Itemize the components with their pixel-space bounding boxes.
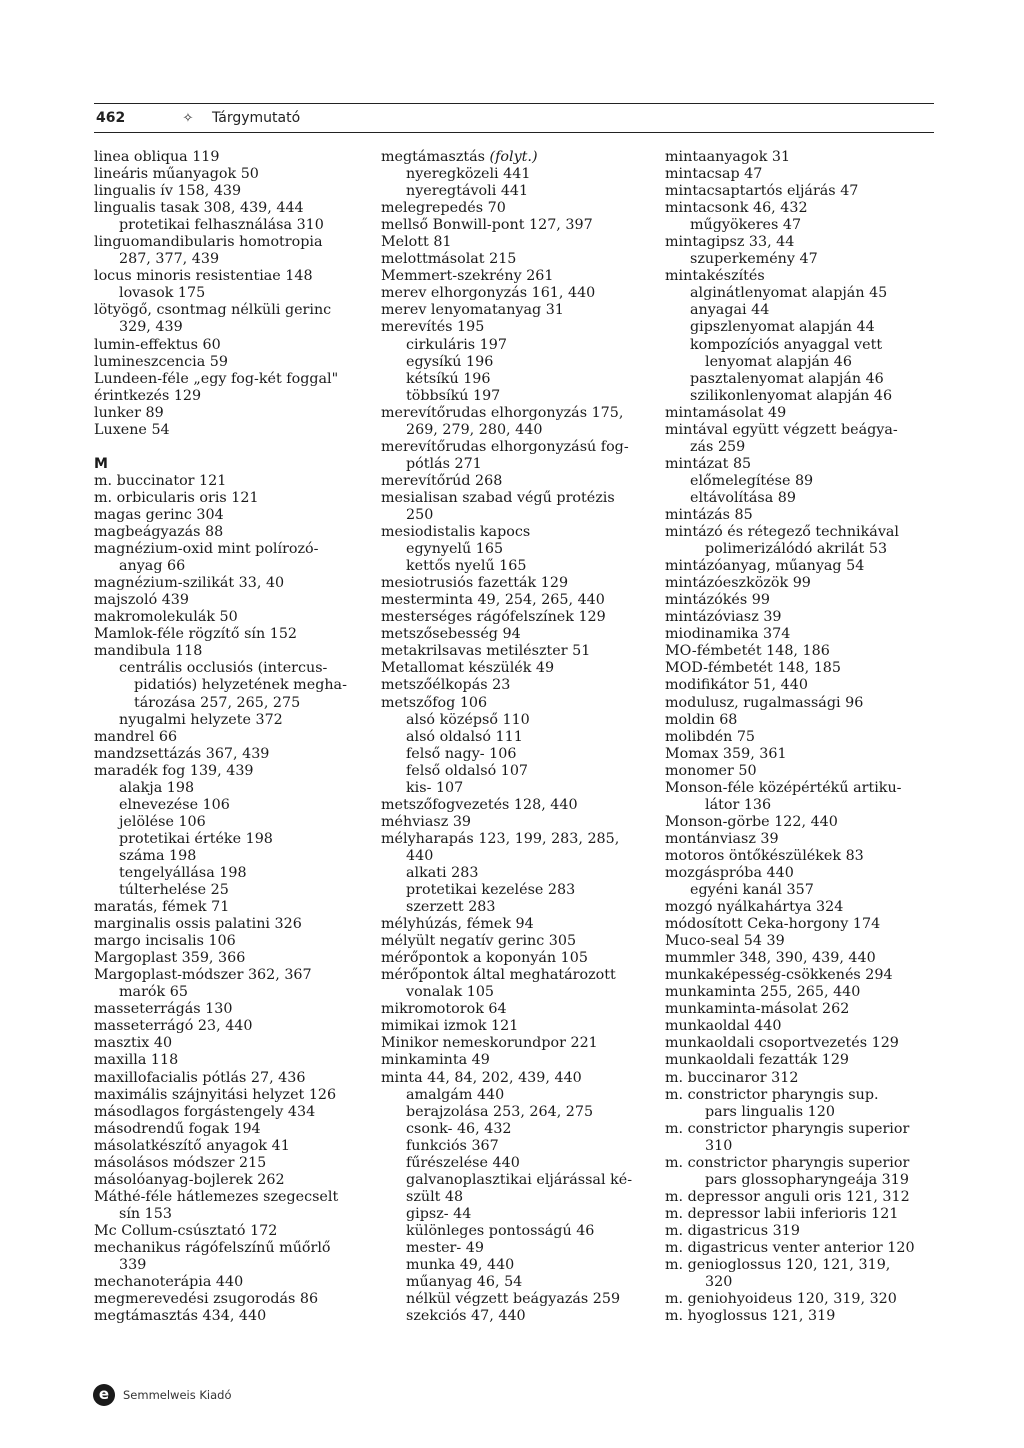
index-entry: Luxene 54 xyxy=(94,421,170,438)
index-subentry: alakja 198 xyxy=(119,779,195,796)
index-entry: mintagipsz 33, 44 xyxy=(665,234,795,251)
index-entry: linguomandibularis homotropia xyxy=(94,234,323,251)
index-subentry: tengelyállása 198 xyxy=(119,864,247,881)
footer xyxy=(93,1384,232,1406)
index-entry: lunker 89 xyxy=(94,404,164,421)
index-entry: makromolekulák 50 xyxy=(94,609,238,626)
index-entry: másolóanyag-bojlerek 262 xyxy=(94,1171,285,1188)
index-entry: másolásos módszer 215 xyxy=(94,1154,267,1171)
index-subentry: lovasok 175 xyxy=(119,285,206,302)
index-subentry: szekciós 47, 440 xyxy=(406,1308,526,1325)
index-subentry: csonk- 46, 432 xyxy=(406,1120,512,1137)
index-entry: magas gerinc 304 xyxy=(94,506,224,523)
index-entry: m. constrictor pharyngis sup. xyxy=(665,1086,879,1103)
index-entry: masztix 40 xyxy=(94,1035,173,1052)
index-entry: magnézium-oxid mint polírozó- xyxy=(94,541,319,558)
index-entry: mozgáspróba 440 xyxy=(665,864,794,881)
index-subentry: kettős nyelű 165 xyxy=(406,558,527,575)
index-subentry: protetikai kezelése 283 xyxy=(406,882,576,899)
index-entry: m. hyoglossus 121, 319 xyxy=(665,1308,836,1325)
index-subentry: túlterhelése 25 xyxy=(119,882,229,899)
index-entry: merev elhorgonyzás 161, 440 xyxy=(381,285,596,302)
index-entry: maradék fog 139, 439 xyxy=(94,762,254,779)
index-entry: mintázó és rétegező technikával xyxy=(665,524,899,541)
index-subentry: lenyomat alapján 46 xyxy=(705,353,852,370)
index-entry: érintkezés 129 xyxy=(94,387,202,404)
index-subentry: többsíkú 197 xyxy=(406,387,501,404)
index-subentry: jelölése 106 xyxy=(119,813,206,830)
index-entry: modulusz, rugalmassági 96 xyxy=(665,694,864,711)
index-entry: merevítőrudas elhorgonyzás 175, xyxy=(381,404,624,421)
index-subentry: pasztalenyomat alapján 46 xyxy=(690,370,884,387)
index-entry: m. geniohyoideus 120, 319, 320 xyxy=(665,1291,897,1308)
index-entry: m. genioglossus 120, 121, 319, xyxy=(665,1257,891,1274)
index-entry: m. buccinaror 312 xyxy=(665,1069,799,1086)
index-column-1 xyxy=(94,149,366,1325)
index-entry: masseterrágás 130 xyxy=(94,1001,233,1018)
index-entry: mintacsonk 46, 432 xyxy=(665,200,808,217)
index-subentry: nyugalmi helyzete 372 xyxy=(119,711,283,728)
index-subentry: polimerizálódó akrilát 53 xyxy=(705,541,888,558)
index-entry: módosított Ceka-horgony 174 xyxy=(665,916,881,933)
index-entry: mozgó nyálkahártya 324 xyxy=(665,899,844,916)
index-subentry: 250 xyxy=(406,506,434,523)
index-entry: mimikai izmok 121 xyxy=(381,1018,519,1035)
index-entry: másolatkészítő anyagok 41 xyxy=(94,1137,290,1154)
index-entry: metszősebesség 94 xyxy=(381,626,521,643)
index-entry: mintázóanyag, műanyag 54 xyxy=(665,558,865,575)
index-entry: mintakészítés xyxy=(665,268,765,285)
section-title: Tárgymutató xyxy=(212,110,301,126)
index-entry: mérőpontok a koponyán 105 xyxy=(381,950,588,967)
index-entry: mesiotrusiós fazetták 129 xyxy=(381,575,569,592)
index-entry: merevítés 195 xyxy=(381,319,485,336)
running-header xyxy=(96,108,300,128)
index-entry: mélyhúzás, fémek 94 xyxy=(381,916,534,933)
index-subentry: gipsz- 44 xyxy=(406,1205,472,1222)
index-entry: Melott 81 xyxy=(381,234,452,251)
index-entry: maratás, fémek 71 xyxy=(94,899,230,916)
index-subentry: nélkül végzett beágyazás 259 xyxy=(406,1291,621,1308)
index-entry: molibdén 75 xyxy=(665,728,756,745)
index-entry: Margoplast-módszer 362, 367 xyxy=(94,967,312,984)
index-entry: Memmert-szekrény 261 xyxy=(381,268,554,285)
publisher-name: Semmelweis Kiadó xyxy=(123,1388,232,1402)
index-subentry: 320 xyxy=(705,1274,733,1291)
index-entry: m. digastricus 319 xyxy=(665,1222,800,1239)
index-entry: magbeágyazás 88 xyxy=(94,524,224,541)
index-subentry: 329, 439 xyxy=(119,319,183,336)
index-entry: miodinamika 374 xyxy=(665,626,791,643)
index-entry: lötyögő, csontmag nélküli gerinc xyxy=(94,302,332,319)
index-entry: MOD-fémbetét 148, 185 xyxy=(665,660,842,677)
index-subentry: munka 49, 440 xyxy=(406,1257,515,1274)
index-subentry: elnevezése 106 xyxy=(119,796,230,813)
index-subentry: felső nagy- 106 xyxy=(406,745,517,762)
index-entry: Muco-seal 54 39 xyxy=(665,933,785,950)
header-rule-top xyxy=(94,103,934,104)
index-subentry: műanyag 46, 54 xyxy=(406,1274,523,1291)
index-entry: m. depressor anguli oris 121, 312 xyxy=(665,1188,910,1205)
index-subentry: funkciós 367 xyxy=(406,1137,499,1154)
index-entry: m. constrictor pharyngis superior xyxy=(665,1120,910,1137)
index-entry: montánviasz 39 xyxy=(665,830,779,847)
index-subentry: kompozíciós anyaggal vett xyxy=(690,336,883,353)
index-subentry: pótlás 271 xyxy=(406,455,482,472)
index-subentry: 310 xyxy=(705,1137,733,1154)
index-entry: Monson-féle középértékű artiku- xyxy=(665,779,902,796)
index-entry: mandrel 66 xyxy=(94,728,178,745)
index-subentry: szilikonlenyomat alapján 46 xyxy=(690,387,893,404)
index-entry: mérőpontok által meghatározott xyxy=(381,967,616,984)
index-subentry: tározása 257, 265, 275 xyxy=(134,694,301,711)
index-entry: munkaoldali csoportvezetés 129 xyxy=(665,1035,899,1052)
index-entry: maximális szájnyitási helyzet 126 xyxy=(94,1086,337,1103)
index-subentry: különleges pontosságú 46 xyxy=(406,1222,595,1239)
index-entry: marginalis ossis palatini 326 xyxy=(94,916,302,933)
index-entry: lumineszcencia 59 xyxy=(94,353,228,370)
index-subentry: kis- 107 xyxy=(406,779,464,796)
index-entry: mélyült negatív gerinc 305 xyxy=(381,933,577,950)
index-subentry: galvanoplasztikai eljárással ké- xyxy=(406,1171,633,1188)
page-number: 462 xyxy=(96,110,126,126)
index-subentry: protetikai felhasználása 310 xyxy=(119,217,324,234)
index-subentry: alsó oldalsó 111 xyxy=(406,728,523,745)
index-entry: mintázóviasz 39 xyxy=(665,609,782,626)
index-entry: Mamlok-féle rögzítő sín 152 xyxy=(94,626,298,643)
index-entry: linea obliqua 119 xyxy=(94,149,220,165)
header-rule-bottom xyxy=(94,132,934,133)
section-letter: M xyxy=(94,455,108,472)
index-entry: minta 44, 84, 202, 439, 440 xyxy=(381,1069,582,1086)
index-entry: mechanoterápia 440 xyxy=(94,1274,244,1291)
index-subentry: 339 xyxy=(119,1257,147,1274)
index-entry: munkaminta 255, 265, 440 xyxy=(665,984,861,1001)
index-subentry: egyéni kanál 357 xyxy=(690,882,814,899)
index-subentry: száma 198 xyxy=(119,847,197,864)
index-entry: mintázat 85 xyxy=(665,455,752,472)
index-subentry: felső oldalsó 107 xyxy=(406,762,529,779)
index-entry: metakrilsavas metilészter 51 xyxy=(381,643,591,660)
index-entry: Monson-görbe 122, 440 xyxy=(665,813,838,830)
index-entry: motoros öntőkészülékek 83 xyxy=(665,847,864,864)
index-subentry: alkati 283 xyxy=(406,864,479,881)
index-entry: mesiodistalis kapocs xyxy=(381,524,531,541)
diamond-ornament-icon: ✧ xyxy=(182,110,194,126)
index-entry: modifikátor 51, 440 xyxy=(665,677,808,694)
index-entry: Margoplast 359, 366 xyxy=(94,950,246,967)
index-entry: lingualis ív 158, 439 xyxy=(94,183,242,200)
index-subentry: egysíkú 196 xyxy=(406,353,494,370)
index-entry: megmerevedési zsugorodás 86 xyxy=(94,1291,319,1308)
index-entry: mintamásolat 49 xyxy=(665,404,787,421)
index-entry: mintázás 85 xyxy=(665,506,753,523)
index-subentry: mester- 49 xyxy=(406,1240,484,1256)
index-entry: merev lenyomatanyag 31 xyxy=(381,302,564,319)
index-entry: mesterséges rágófelszínek 129 xyxy=(381,609,606,626)
index-entry: megtámasztás 434, 440 xyxy=(94,1308,267,1325)
index-entry: másodrendű fogak 194 xyxy=(94,1120,261,1137)
index-subentry: eltávolítása 89 xyxy=(690,489,796,506)
index-entry: merevítőrudas elhorgonyzású fog- xyxy=(381,438,629,455)
index-subentry: kétsíkú 196 xyxy=(406,370,491,387)
index-column-2 xyxy=(381,149,653,1325)
index-subentry: nyeregközeli 441 xyxy=(406,166,531,183)
logo-letter: e xyxy=(98,1385,110,1403)
index-entry: Metallomat készülék 49 xyxy=(381,660,555,677)
index-entry: moldin 68 xyxy=(665,711,738,728)
index-subentry: műgyökeres 47 xyxy=(690,217,802,234)
index-entry: mesterminta 49, 254, 265, 440 xyxy=(381,592,605,609)
index-subentry: szerzett 283 xyxy=(406,899,496,916)
index-entry: majszoló 439 xyxy=(94,592,190,609)
index-entry: mintacsap 47 xyxy=(665,166,763,183)
index-entry: munkaoldal 440 xyxy=(665,1018,782,1035)
index-subentry: amalgám 440 xyxy=(406,1086,505,1103)
index-entry: mellső Bonwill-pont 127, 397 xyxy=(381,217,593,234)
index-entry: metszőélkopás 23 xyxy=(381,677,511,694)
index-entry: Máthé-féle hátlemezes szegecselt xyxy=(94,1188,339,1205)
index-subentry: 287, 377, 439 xyxy=(119,251,220,268)
index-entry: lingualis tasak 308, 439, 444 xyxy=(94,200,304,217)
index-subentry: anyag 66 xyxy=(119,558,186,575)
index-entry: mummler 348, 390, 439, 440 xyxy=(665,950,876,967)
index-subentry: látor 136 xyxy=(705,796,772,813)
index-entry: mintázóeszközök 99 xyxy=(665,575,811,592)
index-entry: mechanikus rágófelszínű műőrlő xyxy=(94,1240,331,1256)
index-entry: méhviasz 39 xyxy=(381,813,472,830)
index-entry: margo incisalis 106 xyxy=(94,933,236,950)
index-entry: m. constrictor pharyngis superior xyxy=(665,1154,910,1171)
index-entry: minkaminta 49 xyxy=(381,1052,490,1069)
index-subentry: zás 259 xyxy=(690,438,746,455)
index-subentry: berajzolása 253, 264, 275 xyxy=(406,1103,594,1120)
index-entry: mélyharapás 123, 199, 283, 285, xyxy=(381,830,620,847)
index-entry: mesialisan szabad végű protézis xyxy=(381,489,615,506)
index-subentry: pars glossopharyngeája 319 xyxy=(705,1171,909,1188)
index-subentry: előmelegítése 89 xyxy=(690,472,814,489)
index-entry: mikromotorok 64 xyxy=(381,1001,507,1018)
index-entry: munkaminta-másolat 262 xyxy=(665,1001,850,1018)
index-entry: mintacsaptartós eljárás 47 xyxy=(665,183,859,200)
index-entry: mintaanyagok 31 xyxy=(665,149,791,165)
index-column-3 xyxy=(665,149,937,1325)
index-entry: m. depressor labii inferioris 121 xyxy=(665,1205,899,1222)
index-entry: monomer 50 xyxy=(665,762,757,779)
index-entry: mintával együtt végzett beágya- xyxy=(665,421,898,438)
index-subentry: gipszlenyomat alapján 44 xyxy=(690,319,875,336)
index-entry: metszőfog 106 xyxy=(381,694,488,711)
index-entry: mandzsettázás 367, 439 xyxy=(94,745,270,762)
index-subentry: fűrészelése 440 xyxy=(406,1154,520,1171)
index-subentry: nyeregtávoli 441 xyxy=(406,183,529,200)
index-entry: metszőfogvezetés 128, 440 xyxy=(381,796,578,813)
index-subentry: 440 xyxy=(406,847,434,864)
index-entry: lineáris műanyagok 50 xyxy=(94,166,259,183)
index-entry: m. orbicularis oris 121 xyxy=(94,489,259,506)
index-entry: melegrepedés 70 xyxy=(381,200,506,217)
index-subentry: centrális occlusiós (intercus- xyxy=(119,660,328,677)
index-entry: másodlagos forgástengely 434 xyxy=(94,1103,316,1120)
index-entry: Minikor nemeskorundpor 221 xyxy=(381,1035,598,1052)
index-entry: merevítőrúd 268 xyxy=(381,472,503,489)
index-entry: m. digastricus venter anterior 120 xyxy=(665,1240,915,1256)
index-entry: magnézium-szilikát 33, 40 xyxy=(94,575,285,592)
index-entry: locus minoris resistentiae 148 xyxy=(94,268,313,285)
index-entry: munkaoldali fezatták 129 xyxy=(665,1052,850,1069)
index-subentry: szült 48 xyxy=(406,1188,464,1205)
index-entry: munkaképesség-csökkenés 294 xyxy=(665,967,893,984)
index-entry: megtámasztás (folyt.) xyxy=(381,149,538,165)
index-subentry: szuperkemény 47 xyxy=(690,251,818,268)
index-subentry: marók 65 xyxy=(119,984,188,1001)
index-subentry: sín 153 xyxy=(119,1205,172,1222)
index-entry: maxillofacialis pótlás 27, 436 xyxy=(94,1069,306,1086)
index-entry: m. buccinator 121 xyxy=(94,472,227,489)
index-entry: MO-fémbetét 148, 186 xyxy=(665,643,830,660)
index-entry: masseterrágó 23, 440 xyxy=(94,1018,253,1035)
index-subentry: pars lingualis 120 xyxy=(705,1103,835,1120)
section-gap xyxy=(94,439,366,456)
index-subentry: alginátlenyomat alapján 45 xyxy=(690,285,888,302)
index-subentry: alsó középső 110 xyxy=(406,711,530,728)
index-entry: Momax 359, 361 xyxy=(665,745,787,762)
index-entry: melottmásolat 215 xyxy=(381,251,517,268)
index-subentry: pidatiós) helyzetének megha- xyxy=(134,677,347,694)
index-subentry: vonalak 105 xyxy=(406,984,495,1001)
index-subentry: egynyelű 165 xyxy=(406,541,504,558)
index-subentry: protetikai értéke 198 xyxy=(119,830,273,847)
index-entry: mintázókés 99 xyxy=(665,592,770,609)
index-subentry: 269, 279, 280, 440 xyxy=(406,421,543,438)
index-entry: lumin-effektus 60 xyxy=(94,336,221,353)
index-entry: Lundeen-féle „egy fog-két foggal" xyxy=(94,370,339,387)
publisher-logo-icon xyxy=(93,1384,115,1406)
index-subentry: cirkuláris 197 xyxy=(406,336,507,353)
index-entry: Mc Collum-csúsztató 172 xyxy=(94,1222,278,1239)
index-subentry: anyagai 44 xyxy=(690,302,770,319)
index-entry: mandibula 118 xyxy=(94,643,203,660)
index-entry: maxilla 118 xyxy=(94,1052,179,1069)
